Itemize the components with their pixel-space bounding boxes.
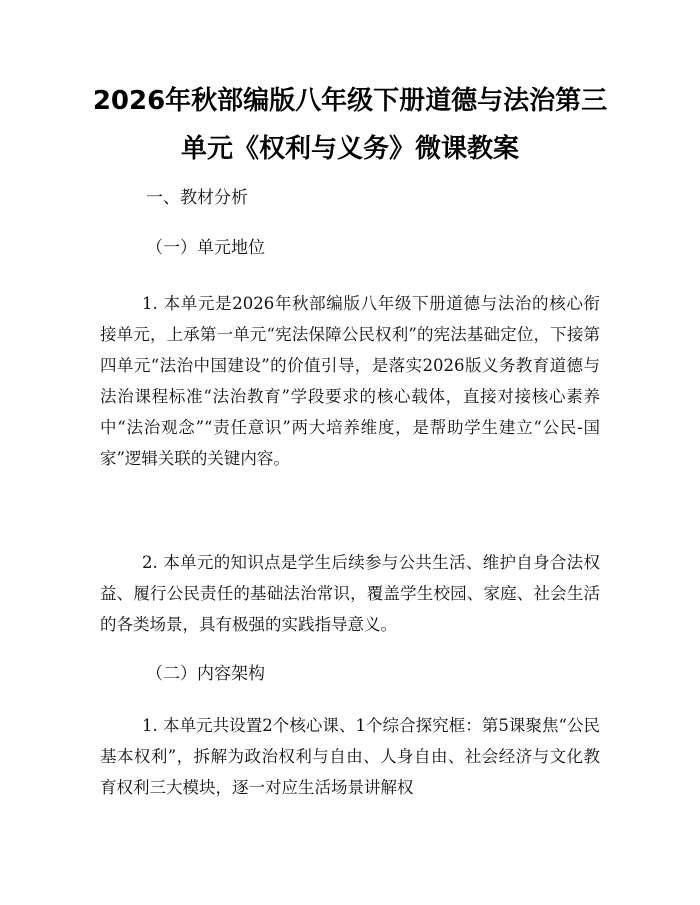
paragraph-unit-position-1: 1. 本单元是2026年秋部编版八年级下册道德与法治的核心衔接单元，上承第一单元“宪法保障公民权利”的宪法基础定位，下接第四单元“法治中国建设”的价值引导，是落实2026版义务教育道德与法治课程标准“法治教育”学段要求的核心载体，直接对接核心素养中“法治观念”“责任意识”两大培养维度，是帮助学生建立“公民-国家”逻辑关联的关键内容。 <box>100 294 600 468</box>
document-title-line-1: 2026年秋部编版八年级下册道德与法治第三 <box>92 86 608 116</box>
subsection-heading-content-structure: （二）内容架构 <box>146 664 265 684</box>
paragraph-unit-position-2: 2. 本单元的知识点是学生后续参与公共生活、维护自身合法权益、履行公民责任的基础法治常识，覆盖学生校园、家庭、社会生活的各类场景，具有极强的实践指导意义。 <box>100 553 600 634</box>
document-title-line-2: 单元《权利与义务》微课教案 <box>180 134 519 164</box>
section-heading-textbook-analysis: 一、教材分析 <box>146 188 248 208</box>
paragraph-content-structure-1: 1. 本单元共设置2个核心课、1个综合探究框：第5课聚焦“公民基本权利”，拆解为政治权利与自由、人身自由、社会经济与文化教育权利三大模块，逐一对应生活场景讲解权 <box>100 716 600 797</box>
subsection-heading-unit-position: （一）单元地位 <box>146 238 265 258</box>
